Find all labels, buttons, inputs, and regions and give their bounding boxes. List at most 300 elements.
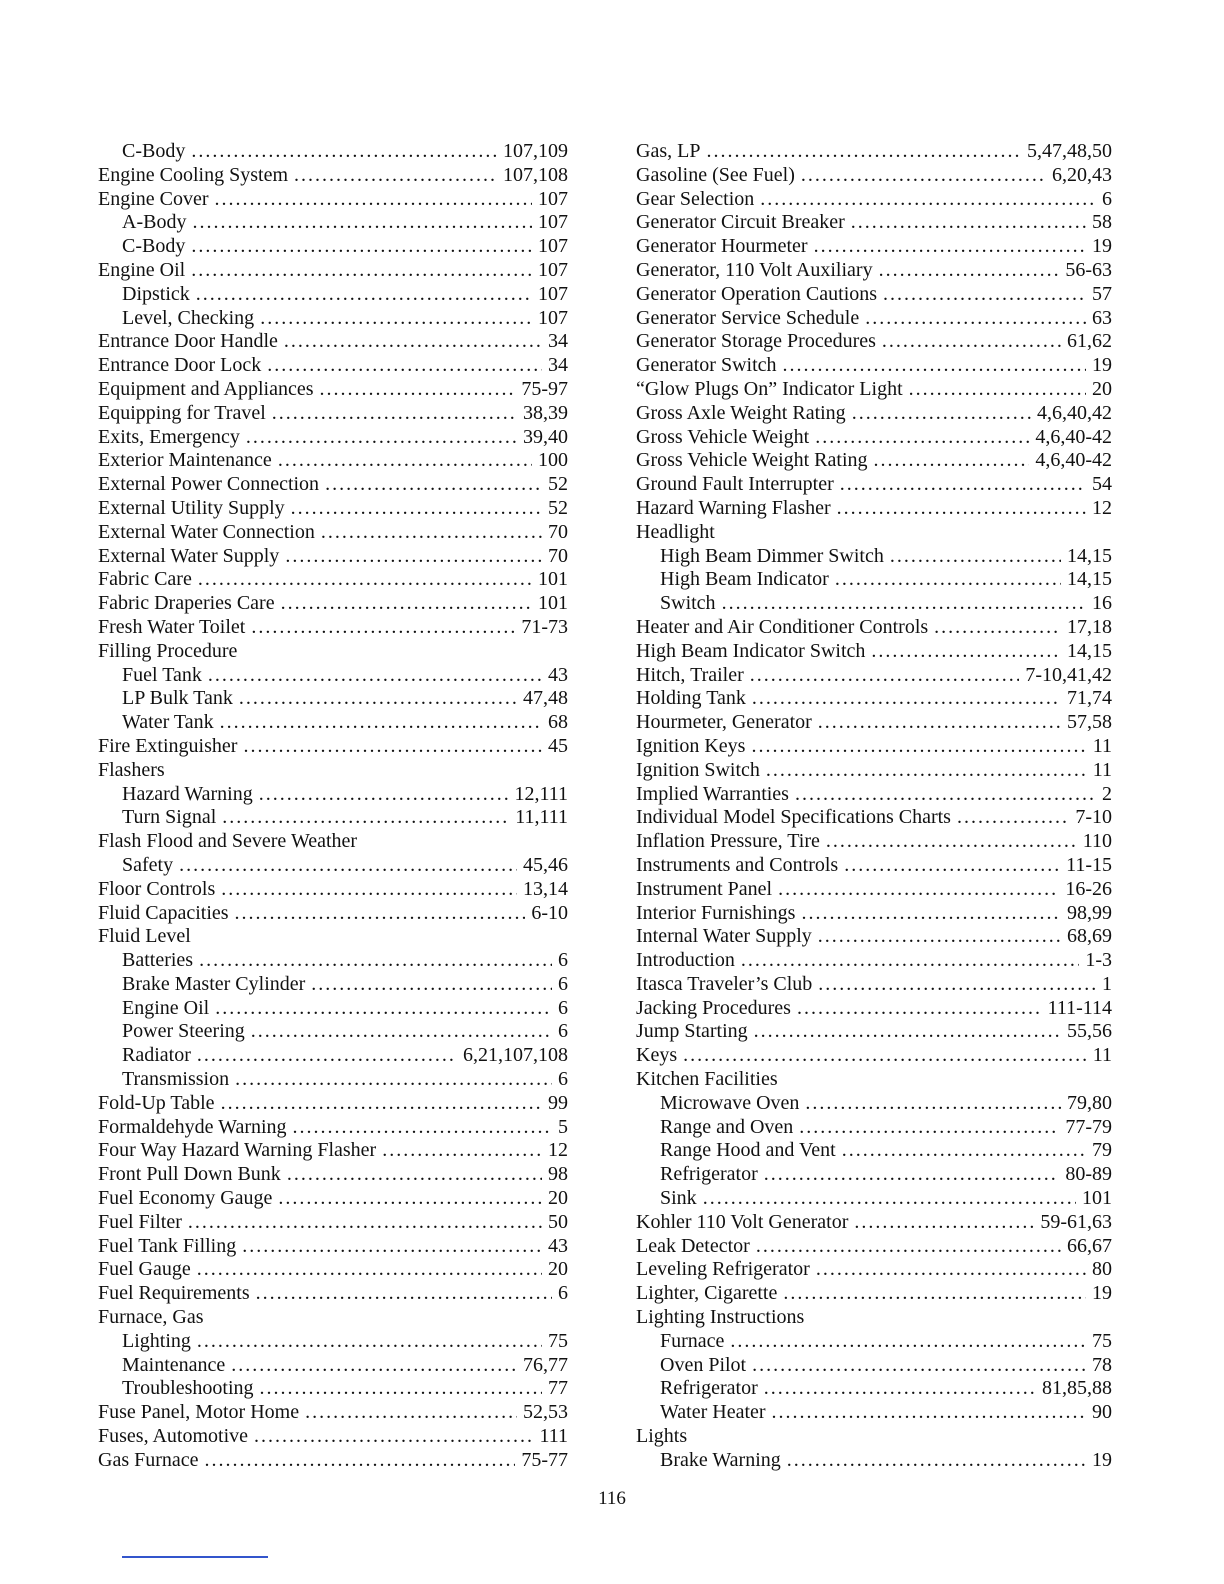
index-entry: [98, 402, 568, 426]
dot-leader: [683, 1044, 1087, 1068]
index-entry: [98, 1377, 568, 1401]
dot-leader: [191, 140, 497, 164]
index-entry: [98, 806, 568, 830]
dot-leader: [703, 1187, 1076, 1211]
dot-leader: [382, 1139, 542, 1163]
dot-leader: [879, 259, 1060, 283]
index-term: Jump Starting: [636, 1020, 748, 1043]
index-entry: [636, 854, 1112, 878]
dot-leader: [242, 1235, 542, 1259]
dot-leader: [764, 1163, 1060, 1187]
index-entry: [98, 235, 568, 259]
index-heading: [636, 1068, 1112, 1092]
index-term: Jacking Procedures: [636, 996, 791, 1019]
dot-leader: [815, 426, 1029, 450]
dot-leader: [874, 449, 1030, 473]
index-term: Front Pull Down Bunk: [98, 1163, 281, 1186]
dot-leader: [254, 1425, 533, 1449]
index-term: Generator Hourmeter: [636, 235, 808, 258]
index-term: Dipstick: [122, 282, 190, 305]
index-entry: [98, 783, 568, 807]
index-pages: 55,56: [1067, 1020, 1112, 1043]
dot-leader: [260, 1377, 542, 1401]
index-pages: 107,109: [503, 140, 568, 162]
index-term: Brake Master Cylinder: [122, 972, 306, 995]
index-term: External Power Connection: [98, 473, 320, 496]
index-pages: 75: [548, 1329, 568, 1352]
index-term: Fuel Economy Gauge: [98, 1187, 273, 1210]
index-entry: [98, 854, 568, 878]
index-entry: [636, 1354, 1112, 1378]
dot-leader: [198, 568, 532, 592]
index-pages: 7-10,41,42: [1025, 663, 1112, 686]
index-term: Individual Model Specifications Charts: [636, 806, 951, 829]
index-term: Turn Signal: [122, 806, 217, 829]
dot-leader: [320, 378, 516, 402]
index-pages: 101: [1082, 1187, 1112, 1210]
page-number: 116: [598, 1488, 626, 1509]
index-entry: [98, 711, 568, 735]
index-pages: 16-26: [1065, 877, 1112, 900]
dot-leader: [751, 735, 1086, 759]
index-term: Heater and Air Conditioner Controls: [636, 615, 929, 638]
index-pages: 5: [558, 1115, 568, 1138]
index-pages: 6: [558, 1020, 568, 1043]
dot-leader: [222, 806, 509, 830]
index-term: Hazard Warning Flasher: [636, 496, 831, 519]
index-pages: 6: [558, 1068, 568, 1091]
index-entry: [636, 1116, 1112, 1140]
dot-leader: [814, 235, 1086, 259]
index-entry: [636, 497, 1112, 521]
index-term: Water Heater: [660, 1401, 766, 1424]
index-pages: 79,80: [1067, 1091, 1112, 1114]
index-pages: 71,74: [1067, 687, 1112, 710]
index-pages: 7-10: [1075, 806, 1112, 829]
index-pages: 56-63: [1065, 258, 1112, 281]
index-pages: 47,48: [523, 687, 568, 710]
dot-leader: [787, 1449, 1086, 1473]
index-term: Gasoline (See Fuel): [636, 163, 795, 186]
index-term: Gas, LP: [636, 140, 701, 162]
index-pages: 101: [538, 568, 568, 591]
index-pages: 19: [1092, 1448, 1112, 1471]
dot-leader: [883, 283, 1086, 307]
index-entry: [636, 259, 1112, 283]
index-term: Fuse Panel, Motor Home: [98, 1401, 300, 1424]
index-pages: 111: [539, 1425, 568, 1448]
index-term: Instruments and Controls: [636, 853, 839, 876]
index-term: Engine Oil: [122, 996, 210, 1019]
index-pages: 14,15: [1067, 568, 1112, 591]
index-pages: 76,77: [523, 1353, 568, 1376]
dot-leader: [278, 1187, 542, 1211]
index-entry: [98, 973, 568, 997]
index-pages: 98: [548, 1163, 568, 1186]
index-entry: [98, 1068, 568, 1092]
index-term: Headlight: [636, 520, 715, 543]
index-term: Lighter, Cigarette: [636, 1282, 778, 1305]
dot-leader: [837, 497, 1086, 521]
index-term: Hitch, Trailer: [636, 663, 744, 686]
index-term: Lights: [636, 1425, 688, 1448]
index-entry: [636, 592, 1112, 616]
index-term: Equipment and Appliances: [98, 377, 314, 400]
index-pages: 11: [1092, 734, 1112, 757]
index-entry: [636, 1044, 1112, 1068]
index-term: High Beam Indicator: [660, 568, 829, 591]
index-entry: [636, 830, 1112, 854]
dot-leader: [231, 1354, 517, 1378]
index-entry: [636, 997, 1112, 1021]
index-pages: 6: [558, 996, 568, 1019]
dot-leader: [826, 830, 1077, 854]
dot-leader: [890, 545, 1061, 569]
index-term: Furnace, Gas: [98, 1306, 204, 1329]
index-entry: [98, 687, 568, 711]
index-entry: [636, 164, 1112, 188]
index-term: Hazard Warning: [122, 782, 253, 805]
index-pages: 107: [538, 187, 568, 210]
index-term: A-Body: [122, 211, 187, 234]
dot-leader: [215, 188, 532, 212]
index-term: Fuel Tank Filling: [98, 1234, 237, 1257]
index-pages: 70: [548, 544, 568, 567]
index-pages: 68: [548, 711, 568, 734]
dot-leader: [865, 307, 1086, 331]
index-pages: 4,6,40,42: [1037, 401, 1112, 424]
index-term: “Glow Plugs On” Indicator Light: [636, 377, 903, 400]
index-pages: 50: [548, 1210, 568, 1233]
dot-leader: [760, 188, 1096, 212]
index-term: Refrigerator: [660, 1163, 758, 1186]
index-entry: [98, 259, 568, 283]
dot-leader: [752, 687, 1061, 711]
index-term: Flashers: [98, 758, 165, 781]
index-pages: 90: [1092, 1401, 1112, 1424]
dot-leader: [882, 330, 1061, 354]
index-entry: [98, 1354, 568, 1378]
index-pages: 2: [1102, 782, 1112, 805]
index-entry: [636, 354, 1112, 378]
index-entry: [636, 711, 1112, 735]
index-left-column: [98, 140, 568, 1473]
index-pages: 6,21,107,108: [463, 1044, 568, 1067]
index-term: Fold-Up Table: [98, 1091, 215, 1114]
index-pages: 66,67: [1067, 1234, 1112, 1257]
index-entry: [636, 188, 1112, 212]
dot-leader: [284, 330, 542, 354]
dot-leader: [285, 545, 542, 569]
index-term: Inflation Pressure, Tire: [636, 830, 820, 853]
index-pages: 6-10: [531, 901, 568, 924]
index-entry: [636, 925, 1112, 949]
index-entry: [636, 378, 1112, 402]
index-entry: [636, 759, 1112, 783]
index-entry: [98, 211, 568, 235]
index-pages: 68,69: [1067, 925, 1112, 948]
index-term: Range and Oven: [660, 1115, 794, 1138]
index-pages: 80-89: [1065, 1163, 1112, 1186]
index-term: Hourmeter, Generator: [636, 711, 812, 734]
dot-leader: [196, 283, 532, 307]
index-pages: 107: [538, 258, 568, 281]
index-term: Fuel Gauge: [98, 1258, 191, 1281]
index-entry: [98, 521, 568, 545]
index-entry: [636, 1235, 1112, 1259]
index-term: Switch: [660, 592, 716, 615]
index-entry: [98, 616, 568, 640]
dot-leader: [305, 1401, 517, 1425]
dot-leader: [208, 664, 542, 688]
dot-leader: [205, 1449, 516, 1473]
index-pages: 5,47,48,50: [1027, 140, 1112, 162]
index-term: Leak Detector: [636, 1234, 750, 1257]
index-pages: 77-79: [1065, 1115, 1112, 1138]
index-term: Oven Pilot: [660, 1353, 747, 1376]
index-term: Generator Operation Cautions: [636, 282, 878, 305]
dot-leader: [840, 473, 1086, 497]
index-pages: 111-114: [1047, 996, 1112, 1019]
index-term: Entrance Door Lock: [98, 354, 262, 377]
index-term: Fresh Water Toilet: [98, 615, 246, 638]
index-pages: 52: [548, 496, 568, 519]
index-pages: 59-61,63: [1040, 1210, 1112, 1233]
index-pages: 6: [558, 1282, 568, 1305]
index-pages: 19: [1092, 1282, 1112, 1305]
dot-leader: [852, 402, 1031, 426]
dot-leader: [741, 949, 1079, 973]
index-entry: [636, 878, 1112, 902]
index-term: Batteries: [122, 949, 194, 972]
index-heading: [636, 1306, 1112, 1330]
index-term: Furnace: [660, 1329, 725, 1352]
index-pages: 11-15: [1066, 853, 1112, 876]
dot-leader: [272, 402, 517, 426]
index-term: Troubleshooting: [122, 1377, 254, 1400]
dot-leader: [278, 449, 532, 473]
dot-leader: [722, 592, 1086, 616]
index-term: Safety: [122, 853, 174, 876]
dot-leader: [818, 973, 1096, 997]
dot-leader: [294, 164, 497, 188]
index-term: Fuses, Automotive: [98, 1425, 249, 1448]
index-term: Leveling Refrigerator: [636, 1258, 810, 1281]
index-pages: 12: [548, 1139, 568, 1162]
index-term: Introduction: [636, 949, 735, 972]
index-term: Generator, 110 Volt Auxiliary: [636, 258, 873, 281]
index-entry: [98, 1425, 568, 1449]
index-entry: [636, 735, 1112, 759]
index-pages: 6: [558, 949, 568, 972]
index-entry: [98, 330, 568, 354]
index-pages: 20: [548, 1187, 568, 1210]
dot-leader: [706, 140, 1021, 164]
dot-leader: [311, 973, 552, 997]
dot-leader: [766, 759, 1087, 783]
dot-leader: [197, 1330, 542, 1354]
dot-leader: [750, 664, 1020, 688]
index-entry: [98, 283, 568, 307]
index-term: Generator Service Schedule: [636, 306, 860, 329]
index-pages: 61,62: [1067, 330, 1112, 353]
index-term: Formaldehyde Warning: [98, 1115, 287, 1138]
index-entry: [636, 664, 1112, 688]
index-term: Ignition Keys: [636, 734, 746, 757]
index-entry: [636, 1020, 1112, 1044]
index-entry: [98, 1163, 568, 1187]
index-term: Refrigerator: [660, 1377, 758, 1400]
dot-leader: [191, 235, 532, 259]
index-entry: [636, 545, 1112, 569]
index-entry: [636, 949, 1112, 973]
dot-leader: [221, 1092, 542, 1116]
index-term: C-Body: [122, 235, 186, 258]
index-heading: [636, 1425, 1112, 1449]
index-pages: 78: [1092, 1353, 1112, 1376]
dot-leader: [934, 616, 1061, 640]
dot-leader: [188, 1211, 542, 1235]
dot-leader: [844, 854, 1060, 878]
index-entry: [636, 1377, 1112, 1401]
index-heading: [98, 1306, 568, 1330]
index-pages: 54: [1092, 473, 1112, 496]
dot-leader: [192, 211, 532, 235]
index-entry: [636, 806, 1112, 830]
index-pages: 43: [548, 663, 568, 686]
index-pages: 99: [548, 1091, 568, 1114]
index-term: Itasca Traveler’s Club: [636, 972, 813, 995]
dot-leader: [871, 640, 1061, 664]
dot-leader: [243, 735, 542, 759]
index-right-column: [636, 140, 1112, 1473]
index-entry: [636, 283, 1112, 307]
dot-leader: [783, 354, 1086, 378]
index-entry: [98, 878, 568, 902]
index-entry: [98, 1020, 568, 1044]
index-term: Lighting Instructions: [636, 1306, 805, 1329]
index-heading: [98, 640, 568, 664]
index-heading: [98, 925, 568, 949]
index-term: Fluid Level: [98, 925, 191, 948]
index-entry: [636, 902, 1112, 926]
index-term: Fabric Care: [98, 568, 192, 591]
dot-leader: [764, 1377, 1036, 1401]
index-entry: [98, 473, 568, 497]
index-entry: [636, 211, 1112, 235]
index-pages: 75-77: [521, 1448, 568, 1471]
index-entry: [636, 1163, 1112, 1187]
index-term: Floor Controls: [98, 877, 216, 900]
dot-leader: [909, 378, 1086, 402]
index-term: Range Hood and Vent: [660, 1139, 836, 1162]
dot-leader: [291, 497, 542, 521]
index-entry: [98, 1211, 568, 1235]
index-entry: [636, 307, 1112, 331]
dot-leader: [957, 806, 1069, 830]
dot-leader: [220, 711, 542, 735]
index-pages: 12: [1092, 496, 1112, 519]
index-pages: 19: [1092, 354, 1112, 377]
index-term: Generator Storage Procedures: [636, 330, 876, 353]
index-term: High Beam Dimmer Switch: [660, 544, 884, 567]
index-pages: 57,58: [1067, 711, 1112, 734]
index-entry: [636, 616, 1112, 640]
dot-leader: [756, 1235, 1061, 1259]
index-entry: [98, 949, 568, 973]
index-term: Internal Water Supply: [636, 925, 812, 948]
index-term: Gross Vehicle Weight Rating: [636, 449, 868, 472]
index-pages: 1: [1102, 972, 1112, 995]
dot-leader: [235, 1068, 552, 1092]
index-entry: [98, 449, 568, 473]
index-entry: [636, 687, 1112, 711]
index-entry: [636, 426, 1112, 450]
index-pages: 58: [1092, 211, 1112, 234]
index-term: LP Bulk Tank: [122, 687, 233, 710]
index-pages: 13,14: [523, 877, 568, 900]
index-term: Implied Warranties: [636, 782, 789, 805]
index-entry: [98, 1187, 568, 1211]
index-pages: 71-73: [521, 615, 568, 638]
index-entry: [98, 997, 568, 1021]
dot-leader: [197, 1044, 457, 1068]
index-entry: [636, 640, 1112, 664]
index-pages: 38,39: [523, 401, 568, 424]
dot-leader: [191, 259, 532, 283]
index-term: High Beam Indicator Switch: [636, 639, 866, 662]
dot-leader: [842, 1139, 1086, 1163]
dot-leader: [259, 783, 509, 807]
index-pages: 11: [1092, 758, 1112, 781]
index-term: Level, Checking: [122, 306, 255, 329]
index-term: Exterior Maintenance: [98, 449, 272, 472]
index-term: Generator Circuit Breaker: [636, 211, 845, 234]
dot-leader: [805, 1092, 1061, 1116]
index-pages: 101: [538, 592, 568, 615]
index-pages: 107: [538, 306, 568, 329]
index-term: Ground Fault Interrupter: [636, 473, 834, 496]
index-term: Gear Selection: [636, 187, 755, 210]
dot-leader: [818, 925, 1061, 949]
dot-leader: [260, 307, 532, 331]
index-entry: [636, 330, 1112, 354]
index-entry: [636, 235, 1112, 259]
index-term: Engine Cover: [98, 187, 209, 210]
index-entry: [98, 497, 568, 521]
index-entry: [636, 1282, 1112, 1306]
dot-leader: [730, 1330, 1086, 1354]
index-pages: 45,46: [523, 853, 568, 876]
index-entry: [98, 1235, 568, 1259]
index-pages: 19: [1092, 235, 1112, 258]
index-pages: 20: [1092, 377, 1112, 400]
index-term: Four Way Hazard Warning Flasher: [98, 1139, 377, 1162]
dot-leader: [215, 997, 552, 1021]
index-entry: [98, 592, 568, 616]
dot-leader: [818, 711, 1061, 735]
index-pages: 75: [1092, 1329, 1112, 1352]
index-pages: 6,20,43: [1052, 163, 1112, 186]
dot-leader: [267, 354, 542, 378]
index-term: Fabric Draperies Care: [98, 592, 275, 615]
index-entry: [636, 449, 1112, 473]
dot-leader: [801, 164, 1046, 188]
index-term: Transmission: [122, 1068, 230, 1091]
index-term: Instrument Panel: [636, 877, 773, 900]
index-entry: [636, 1211, 1112, 1235]
dot-leader: [293, 1116, 552, 1140]
